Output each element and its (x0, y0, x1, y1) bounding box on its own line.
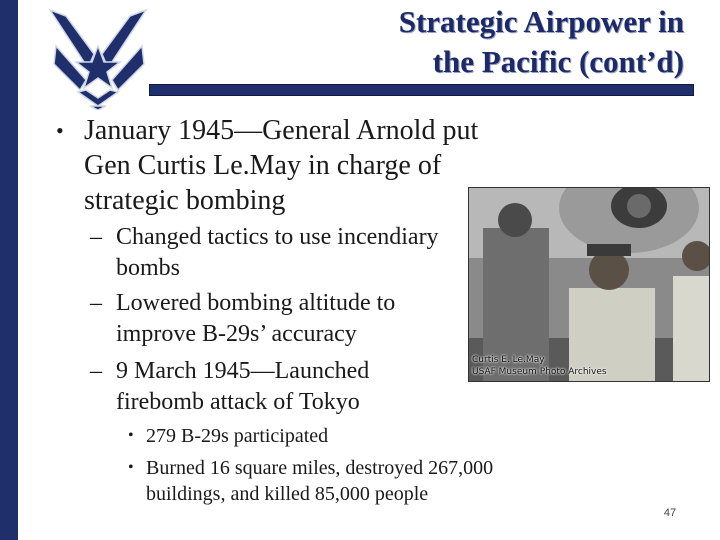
bullet-marker: • (56, 118, 64, 143)
third-level-text: 279 B-29s participated (146, 425, 329, 447)
photo-caption-name: Curtis E. Le.May (472, 355, 545, 365)
lemay-photo (468, 187, 710, 382)
sub-bullet-marker: – (90, 224, 102, 250)
left-sidebar-bar (0, 0, 18, 540)
photo-caption (472, 354, 702, 378)
title-underline-bar (150, 85, 693, 95)
third-level-marker: • (128, 427, 134, 444)
air-force-logo-icon (48, 6, 148, 110)
sub-bullet-marker: – (90, 358, 102, 384)
sub-bullet-marker: – (90, 290, 102, 316)
sub-bullet-text: Lowered bombing altitude to improve B-29s’ accuracy (116, 290, 396, 347)
sub-bullet-text: Changed tactics to use incendiary bombs (116, 224, 439, 281)
page-number: 47 (663, 507, 677, 519)
main-bullet-text: January 1945—General Arnold put Gen Curtis Le.May in charge of strategic bombing (84, 115, 479, 216)
photo-caption-credit: USAF Museum Photo Archives (472, 367, 607, 377)
photo-image (469, 188, 709, 381)
sub-bullet-text: 9 March 1945—Launched firebomb attack of Tokyo (116, 358, 370, 415)
title-line-1: Strategic Airpower in (398, 4, 684, 39)
title-line-2: the Pacific (cont’d) (432, 44, 684, 79)
third-level-marker: • (128, 459, 134, 476)
slide-title (244, 2, 684, 82)
third-level-text: Burned 16 square miles, destroyed 267,000 buildings, and killed 85,000 people (146, 457, 494, 505)
